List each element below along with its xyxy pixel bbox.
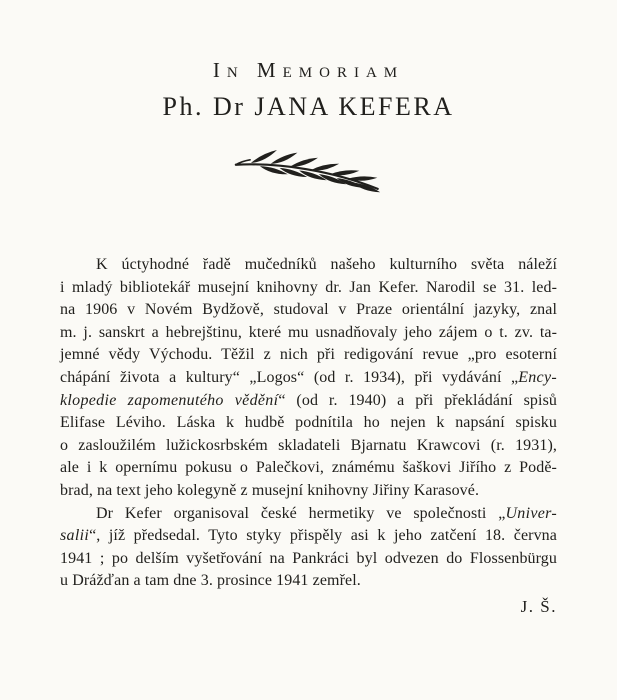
page-title-name: Ph. Dr JANA KEFERA xyxy=(162,92,455,121)
text-line: jemné vědy Východu. Těžil z nich při redigování revue „pro esoterní xyxy=(60,346,557,364)
text-line: klopedie zapomenutého vědění“ (od r. 1940) a při překládání spisů xyxy=(60,391,557,409)
text-line: ale i k opernímu pokusu o Palečkovi, známému šaškovi Jiřího z Podě- xyxy=(60,459,557,477)
ornament-container xyxy=(0,146,617,198)
text-line: m. j. sanskrt a hebrejštinu, které mu usnadňovaly jeho zájem o t. zv. ta- xyxy=(60,323,557,341)
text-line: chápání života a kultury“ „Logos“ (od r. 1934), při vydávání „Ency- xyxy=(60,368,557,386)
text-line: K úctyhodné řadě mučedníků našeho kulturního světa náleží xyxy=(96,256,557,273)
laurel-branch-icon xyxy=(233,146,385,196)
body-text xyxy=(60,254,557,593)
page-title-in-memoriam: In Memoriam xyxy=(212,58,405,82)
text-line: Elifase Léviho. Láska k hudbě podnítila ho nejen k napsání spisku xyxy=(60,414,557,432)
text-line: 1941 ; po delším vyšetřování na Pankráci byl odvezen do Flossenbürgu xyxy=(60,549,557,567)
signature-initials: J. Š. xyxy=(520,596,557,616)
text-line: i mladý bibliotekář musejní knihovny dr. Jan Kefer. Narodil se 31. led- xyxy=(60,278,557,296)
text-line: o zasloužilém lužickosrbském skladateli Bjarnatu Krawcovi (r. 1931), xyxy=(60,436,557,454)
text-line: brad, na text jeho kolegyně z musejní knihovny Jiřiny Karasové. xyxy=(60,481,480,499)
text-line: salii“, jíž předsedal. Tyto styky přispěly asi k jeho zatčení 18. června xyxy=(60,527,557,545)
text-line: u Drážďan a tam dne 3. prosince 1941 zemřel. xyxy=(60,572,361,590)
text-line: na 1906 v Novém Bydžově, studoval v Praze orientální jazyky, znal xyxy=(60,301,557,319)
text-line: Dr Kefer organisoval české hermetiky ve společnosti „Univer- xyxy=(96,504,557,522)
